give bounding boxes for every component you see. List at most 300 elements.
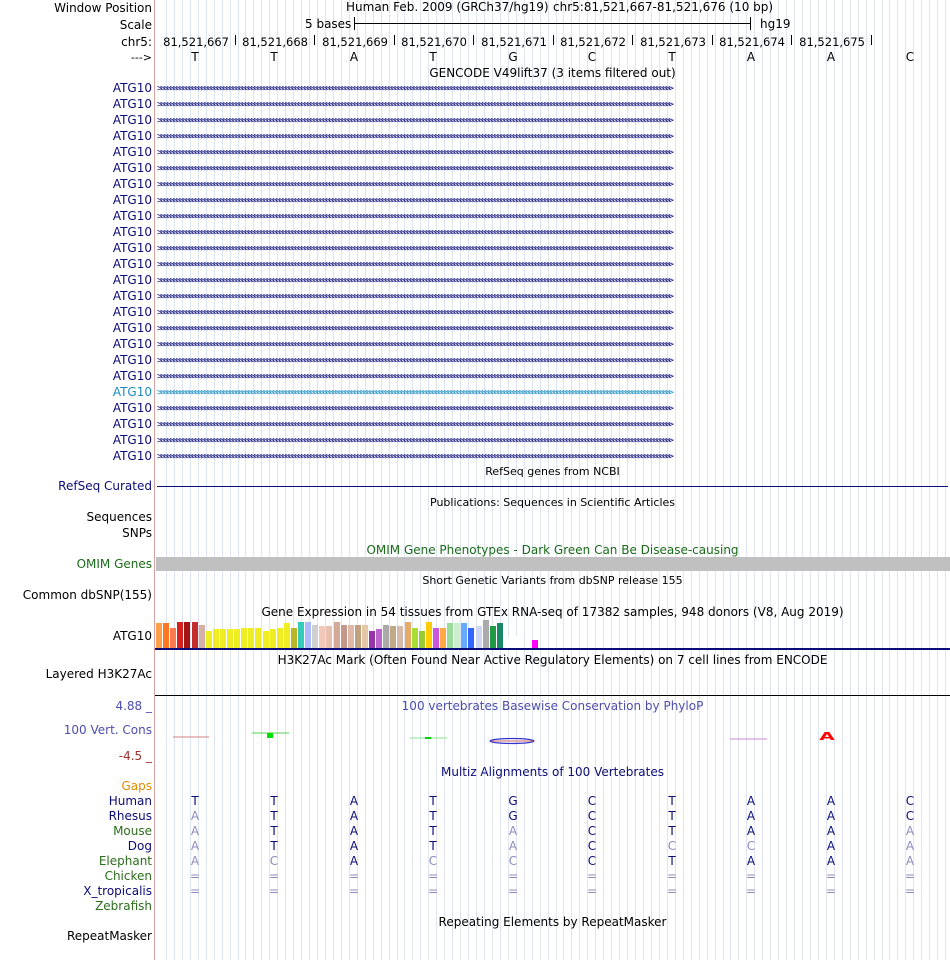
gencode-transcript-arrows[interactable]: >>>>>>>>>>>>>>>>>>>>>>>>>>>>>>>>>>>>>>>>>>>>>>>>>>>>>>>>>>>>>>>>>>>>>>>>>>>>>>>>>>>>>>>>>>>>>>>>>>>>>>>>>>>>>>>>>>>>>>>>>>>>>>>>>>>>>>>>>>>>>>>>>>>>>>>>>>>>>>>>>>>>> bbox=[157, 212, 672, 222]
grid-line bbox=[484, 0, 485, 960]
phylop-track-label[interactable]: 100 Vert. Cons bbox=[63, 723, 152, 737]
gtex-tissue-bar[interactable] bbox=[291, 628, 297, 648]
grid-line bbox=[937, 0, 938, 960]
grid-line bbox=[500, 0, 501, 960]
alignment-base: = bbox=[666, 869, 678, 883]
species-label[interactable]: Zebrafish bbox=[95, 899, 152, 913]
grid-line bbox=[611, 0, 612, 960]
alignment-base: A bbox=[190, 839, 200, 853]
alignment-base: A bbox=[826, 809, 836, 823]
gencode-transcript-arrows[interactable]: >>>>>>>>>>>>>>>>>>>>>>>>>>>>>>>>>>>>>>>>>>>>>>>>>>>>>>>>>>>>>>>>>>>>>>>>>>>>>>>>>>>>>>>>>>>>>>>>>>>>>>>>>>>>>>>>>>>>>>>>>>>>>>>>>>>>>>>>>>>>>>>>>>>>>>>>>>>>>>>>>>>>> bbox=[157, 228, 672, 238]
chrom-label: chr5: bbox=[121, 35, 152, 49]
alignment-base: A bbox=[349, 854, 359, 868]
omim-track-label[interactable]: OMIM Genes bbox=[76, 557, 152, 571]
grid-line bbox=[691, 0, 692, 960]
alignment-base: T bbox=[270, 794, 278, 808]
gtex-tissue-bar[interactable] bbox=[383, 625, 389, 648]
gtex-tissue-bar[interactable] bbox=[426, 622, 432, 648]
gencode-transcript-arrows[interactable]: >>>>>>>>>>>>>>>>>>>>>>>>>>>>>>>>>>>>>>>>>>>>>>>>>>>>>>>>>>>>>>>>>>>>>>>>>>>>>>>>>>>>>>>>>>>>>>>>>>>>>>>>>>>>>>>>>>>>>>>>>>>>>>>>>>>>>>>>>>>>>>>>>>>>>>>>>>>>>>>>>>>>> bbox=[157, 196, 672, 206]
gencode-transcript-label[interactable]: ATG10 bbox=[112, 337, 152, 351]
grid-line bbox=[603, 0, 604, 960]
alignment-base: A bbox=[826, 824, 836, 838]
gtex-tissue-bar[interactable] bbox=[490, 626, 496, 648]
gaps-label[interactable]: Gaps bbox=[121, 779, 152, 793]
gencode-transcript-arrows[interactable]: >>>>>>>>>>>>>>>>>>>>>>>>>>>>>>>>>>>>>>>>>>>>>>>>>>>>>>>>>>>>>>>>>>>>>>>>>>>>>>>>>>>>>>>>>>>>>>>>>>>>>>>>>>>>>>>>>>>>>>>>>>>>>>>>>>>>>>>>>>>>>>>>>>>>>>>>>>>>>>>>>>>>> bbox=[157, 84, 672, 94]
gtex-tissue-bar[interactable] bbox=[518, 639, 524, 648]
grid-line bbox=[468, 0, 469, 960]
gencode-transcript-label[interactable]: ATG10 bbox=[112, 161, 152, 175]
snps-track-label[interactable]: SNPs bbox=[122, 526, 152, 540]
gencode-transcript-label[interactable]: ATG10 bbox=[112, 321, 152, 335]
species-label[interactable]: X_tropicalis bbox=[83, 884, 152, 898]
gencode-transcript-arrows[interactable]: >>>>>>>>>>>>>>>>>>>>>>>>>>>>>>>>>>>>>>>>>>>>>>>>>>>>>>>>>>>>>>>>>>>>>>>>>>>>>>>>>>>>>>>>>>>>>>>>>>>>>>>>>>>>>>>>>>>>>>>>>>>>>>>>>>>>>>>>>>>>>>>>>>>>>>>>>>>>>>>>>>>>> bbox=[157, 388, 672, 398]
alignment-base: A bbox=[826, 794, 836, 808]
assembly-text: Human Feb. 2009 (GRCh37/hg19) bbox=[346, 0, 549, 14]
alignment-base: A bbox=[349, 809, 359, 823]
alignment-base: C bbox=[587, 809, 597, 823]
scale-label: Scale bbox=[119, 18, 152, 32]
grid-line bbox=[818, 0, 819, 960]
species-label[interactable]: Chicken bbox=[104, 869, 152, 883]
grid-line bbox=[874, 0, 875, 960]
grid-line bbox=[770, 0, 771, 960]
gencode-transcript-arrows[interactable]: >>>>>>>>>>>>>>>>>>>>>>>>>>>>>>>>>>>>>>>>>>>>>>>>>>>>>>>>>>>>>>>>>>>>>>>>>>>>>>>>>>>>>>>>>>>>>>>>>>>>>>>>>>>>>>>>>>>>>>>>>>>>>>>>>>>>>>>>>>>>>>>>>>>>>>>>>>>>>>>>>>>>> bbox=[157, 420, 672, 430]
window-position-label: Window Position bbox=[54, 1, 152, 15]
alignment-base: = bbox=[189, 884, 201, 898]
gtex-baseline bbox=[155, 648, 950, 650]
alignment-base: A bbox=[905, 839, 915, 853]
gencode-transcript-arrows[interactable]: >>>>>>>>>>>>>>>>>>>>>>>>>>>>>>>>>>>>>>>>>>>>>>>>>>>>>>>>>>>>>>>>>>>>>>>>>>>>>>>>>>>>>>>>>>>>>>>>>>>>>>>>>>>>>>>>>>>>>>>>>>>>>>>>>>>>>>>>>>>>>>>>>>>>>>>>>>>>>>>>>>>>> bbox=[157, 148, 672, 158]
ruler-position: 81,521,675 bbox=[799, 35, 865, 49]
base-letter: A bbox=[746, 50, 756, 64]
gtex-tissue-bar[interactable] bbox=[440, 628, 446, 648]
grid-line bbox=[245, 0, 246, 960]
grid-line bbox=[643, 0, 644, 960]
grid-line bbox=[548, 0, 549, 960]
phylop-max-label: 4.88 _ bbox=[115, 699, 152, 713]
gtex-tissue-bar[interactable] bbox=[199, 625, 205, 648]
gencode-transcript-label[interactable]: ATG10 bbox=[112, 353, 152, 367]
gtex-tissue-bar[interactable] bbox=[312, 625, 318, 648]
alignment-base: A bbox=[190, 854, 200, 868]
gencode-transcript-label[interactable]: ATG10 bbox=[112, 401, 152, 415]
ruler-position: 81,521,669 bbox=[322, 35, 388, 49]
gtex-tissue-bar[interactable] bbox=[348, 625, 354, 648]
grid-line bbox=[365, 0, 366, 960]
alignment-base: T bbox=[429, 794, 437, 808]
base-letter: T bbox=[191, 50, 199, 64]
gtex-track-label[interactable]: ATG10 bbox=[112, 629, 152, 643]
gtex-tissue-bar[interactable] bbox=[468, 628, 474, 648]
gtex-tissue-bar[interactable] bbox=[341, 625, 347, 648]
gtex-tissue-bar[interactable] bbox=[192, 622, 198, 648]
gencode-transcript-label[interactable]: ATG10 bbox=[112, 193, 152, 207]
gencode-transcript-label[interactable]: ATG10 bbox=[112, 241, 152, 255]
ruler-tick bbox=[235, 35, 236, 45]
alignment-base: = bbox=[507, 869, 519, 883]
grid-line bbox=[230, 0, 231, 960]
alignment-base: G bbox=[508, 794, 518, 808]
alignment-base: = bbox=[427, 884, 439, 898]
grid-line bbox=[563, 0, 564, 960]
grid-line bbox=[786, 0, 787, 960]
grid-line bbox=[556, 0, 557, 960]
alignment-base: A bbox=[190, 824, 200, 838]
gtex-tissue-bar[interactable] bbox=[362, 625, 368, 648]
alignment-base: C bbox=[508, 854, 518, 868]
gencode-transcript-label[interactable]: ATG10 bbox=[112, 289, 152, 303]
gencode-transcript-arrows[interactable]: >>>>>>>>>>>>>>>>>>>>>>>>>>>>>>>>>>>>>>>>>>>>>>>>>>>>>>>>>>>>>>>>>>>>>>>>>>>>>>>>>>>>>>>>>>>>>>>>>>>>>>>>>>>>>>>>>>>>>>>>>>>>>>>>>>>>>>>>>>>>>>>>>>>>>>>>>>>>>>>>>>>>> bbox=[157, 340, 672, 350]
alignment-base: T bbox=[429, 809, 437, 823]
grid-line bbox=[929, 0, 930, 960]
grid-line bbox=[889, 0, 890, 960]
omim-track-title: OMIM Gene Phenotypes - Dark Green Can Be Disease-causing bbox=[366, 543, 739, 557]
gencode-transcript-arrows[interactable]: >>>>>>>>>>>>>>>>>>>>>>>>>>>>>>>>>>>>>>>>>>>>>>>>>>>>>>>>>>>>>>>>>>>>>>>>>>>>>>>>>>>>>>>>>>>>>>>>>>>>>>>>>>>>>>>>>>>>>>>>>>>>>>>>>>>>>>>>>>>>>>>>>>>>>>>>>>>>>>>>>>>>> bbox=[157, 116, 672, 126]
grid-line bbox=[524, 0, 525, 960]
gencode-transcript-label[interactable]: ATG10 bbox=[112, 225, 152, 239]
gencode-transcript-label[interactable]: ATG10 bbox=[112, 145, 152, 159]
alignment-base: C bbox=[746, 839, 756, 853]
phylop-mark bbox=[425, 737, 431, 739]
gtex-tissue-bar[interactable] bbox=[206, 631, 212, 648]
alignment-base: A bbox=[905, 854, 915, 868]
gtex-tissue-bar[interactable] bbox=[284, 623, 290, 648]
grid-line bbox=[333, 0, 334, 960]
grid-line bbox=[166, 0, 167, 960]
alignment-base: C bbox=[587, 854, 597, 868]
ruler-position: 81,521,671 bbox=[481, 35, 547, 49]
gencode-transcript-label[interactable]: ATG10 bbox=[112, 449, 152, 463]
gencode-transcript-arrows[interactable]: >>>>>>>>>>>>>>>>>>>>>>>>>>>>>>>>>>>>>>>>>>>>>>>>>>>>>>>>>>>>>>>>>>>>>>>>>>>>>>>>>>>>>>>>>>>>>>>>>>>>>>>>>>>>>>>>>>>>>>>>>>>>>>>>>>>>>>>>>>>>>>>>>>>>>>>>>>>>>>>>>>>>> bbox=[157, 436, 672, 446]
gtex-tissue-bar[interactable] bbox=[511, 636, 517, 648]
alignment-base: T bbox=[429, 839, 437, 853]
alignment-base: = bbox=[904, 869, 916, 883]
species-label[interactable]: Rhesus bbox=[108, 809, 152, 823]
gencode-transcript-label[interactable]: ATG10 bbox=[112, 129, 152, 143]
alignment-base: = bbox=[189, 869, 201, 883]
gtex-tissue-bar[interactable] bbox=[270, 629, 276, 648]
alignment-base: = bbox=[904, 884, 916, 898]
gtex-tissue-bar[interactable] bbox=[433, 628, 439, 648]
gtex-tissue-bar[interactable] bbox=[390, 626, 396, 648]
alignment-base: A bbox=[746, 854, 756, 868]
gencode-transcript-arrows[interactable]: >>>>>>>>>>>>>>>>>>>>>>>>>>>>>>>>>>>>>>>>>>>>>>>>>>>>>>>>>>>>>>>>>>>>>>>>>>>>>>>>>>>>>>>>>>>>>>>>>>>>>>>>>>>>>>>>>>>>>>>>>>>>>>>>>>>>>>>>>>>>>>>>>>>>>>>>>>>>>>>>>>>>> bbox=[157, 260, 672, 270]
gencode-transcript-arrows[interactable]: >>>>>>>>>>>>>>>>>>>>>>>>>>>>>>>>>>>>>>>>>>>>>>>>>>>>>>>>>>>>>>>>>>>>>>>>>>>>>>>>>>>>>>>>>>>>>>>>>>>>>>>>>>>>>>>>>>>>>>>>>>>>>>>>>>>>>>>>>>>>>>>>>>>>>>>>>>>>>>>>>>>>> bbox=[157, 180, 672, 190]
grid-line bbox=[476, 0, 477, 960]
repeatmasker-track-label[interactable]: RepeatMasker bbox=[66, 929, 152, 943]
alignment-base: A bbox=[508, 824, 518, 838]
grid-line bbox=[532, 0, 533, 960]
h3k27ac-track-label[interactable]: Layered H3K27Ac bbox=[45, 667, 152, 681]
alignment-base: A bbox=[826, 839, 836, 853]
gtex-tissue-bar[interactable] bbox=[376, 629, 382, 648]
gencode-transcript-label[interactable]: ATG10 bbox=[112, 177, 152, 191]
gtex-tissue-bar[interactable] bbox=[263, 631, 269, 648]
alignment-base: = bbox=[586, 884, 598, 898]
gtex-tissue-bar[interactable] bbox=[504, 637, 510, 648]
grid-line bbox=[683, 0, 684, 960]
alignment-base: C bbox=[269, 854, 279, 868]
grid-line bbox=[373, 0, 374, 960]
gtex-tissue-bar[interactable] bbox=[255, 628, 261, 648]
grid-line bbox=[897, 0, 898, 960]
ruler-tick bbox=[791, 35, 792, 45]
gtex-tissue-bar[interactable] bbox=[319, 626, 325, 648]
grid-line bbox=[866, 0, 867, 960]
grid-line bbox=[412, 0, 413, 960]
alignment-base: T bbox=[270, 839, 278, 853]
gencode-transcript-arrows[interactable]: >>>>>>>>>>>>>>>>>>>>>>>>>>>>>>>>>>>>>>>>>>>>>>>>>>>>>>>>>>>>>>>>>>>>>>>>>>>>>>>>>>>>>>>>>>>>>>>>>>>>>>>>>>>>>>>>>>>>>>>>>>>>>>>>>>>>>>>>>>>>>>>>>>>>>>>>>>>>>>>>>>>>> bbox=[157, 292, 672, 302]
alignment-base: T bbox=[668, 794, 676, 808]
gencode-transcript-arrows[interactable]: >>>>>>>>>>>>>>>>>>>>>>>>>>>>>>>>>>>>>>>>>>>>>>>>>>>>>>>>>>>>>>>>>>>>>>>>>>>>>>>>>>>>>>>>>>>>>>>>>>>>>>>>>>>>>>>>>>>>>>>>>>>>>>>>>>>>>>>>>>>>>>>>>>>>>>>>>>>>>>>>>>>>> bbox=[157, 164, 672, 174]
gtex-expression-bars[interactable] bbox=[156, 620, 950, 648]
grid-line bbox=[921, 0, 922, 960]
gencode-transcript-label[interactable]: ATG10 bbox=[112, 417, 152, 431]
alignment-base: = bbox=[586, 869, 598, 883]
ruler-tick bbox=[314, 35, 315, 45]
grid-line bbox=[238, 0, 239, 960]
alignment-base: = bbox=[825, 869, 837, 883]
alignment-base: A bbox=[826, 854, 836, 868]
gtex-tissue-bar[interactable] bbox=[454, 623, 460, 648]
refseq-track-label[interactable]: RefSeq Curated bbox=[58, 479, 152, 493]
omim-gene-bar[interactable] bbox=[156, 557, 950, 571]
ruler-position: 81,521,668 bbox=[242, 35, 308, 49]
gtex-tissue-bar[interactable] bbox=[248, 628, 254, 648]
gtex-tissue-bar[interactable] bbox=[241, 628, 247, 648]
species-label[interactable]: Dog bbox=[127, 839, 152, 853]
ruler-tick bbox=[394, 35, 395, 45]
db-text: hg19 bbox=[760, 17, 791, 31]
grid-line bbox=[571, 0, 572, 960]
species-label[interactable]: Elephant bbox=[98, 854, 152, 868]
strand-label: ---> bbox=[130, 51, 152, 64]
grid-line bbox=[707, 0, 708, 960]
publications-track-title: Publications: Sequences in Scientific Articles bbox=[430, 496, 675, 509]
grid-line bbox=[659, 0, 660, 960]
gencode-transcript-arrows[interactable]: >>>>>>>>>>>>>>>>>>>>>>>>>>>>>>>>>>>>>>>>>>>>>>>>>>>>>>>>>>>>>>>>>>>>>>>>>>>>>>>>>>>>>>>>>>>>>>>>>>>>>>>>>>>>>>>>>>>>>>>>>>>>>>>>>>>>>>>>>>>>>>>>>>>>>>>>>>>>>>>>>>>>> bbox=[157, 404, 672, 414]
grid-line bbox=[444, 0, 445, 960]
ruler-position: 81,521,667 bbox=[163, 35, 229, 49]
phylop-mark bbox=[267, 733, 273, 738]
gtex-tissue-bar[interactable] bbox=[334, 622, 340, 648]
gencode-transcript-label[interactable]: ATG10 bbox=[112, 113, 152, 127]
grid-line bbox=[341, 0, 342, 960]
grid-line bbox=[850, 0, 851, 960]
gtex-tissue-bar[interactable] bbox=[277, 628, 283, 648]
gencode-transcript-arrows[interactable]: >>>>>>>>>>>>>>>>>>>>>>>>>>>>>>>>>>>>>>>>>>>>>>>>>>>>>>>>>>>>>>>>>>>>>>>>>>>>>>>>>>>>>>>>>>>>>>>>>>>>>>>>>>>>>>>>>>>>>>>>>>>>>>>>>>>>>>>>>>>>>>>>>>>>>>>>>>>>>>>>>>>>> bbox=[157, 324, 672, 334]
gtex-tissue-bar[interactable] bbox=[220, 629, 226, 648]
species-label[interactable]: Mouse bbox=[113, 824, 152, 838]
grid-line bbox=[738, 0, 739, 960]
gtex-tissue-bar[interactable] bbox=[163, 623, 169, 648]
gtex-tissue-bar[interactable] bbox=[525, 637, 531, 648]
grid-line bbox=[301, 0, 302, 960]
gtex-tissue-bar[interactable] bbox=[369, 631, 375, 648]
grid-line bbox=[762, 0, 763, 960]
alignment-base: C bbox=[428, 854, 438, 868]
phylop-min-label: -4.5 _ bbox=[118, 749, 152, 763]
grid-line bbox=[206, 0, 207, 960]
gtex-tissue-bar[interactable] bbox=[184, 622, 190, 648]
gtex-track-title: Gene Expression in 54 tissues from GTEx RNA-seq of 17382 samples, 948 donors (V8, Aug 2019) bbox=[261, 605, 844, 619]
gencode-transcript-label[interactable]: ATG10 bbox=[112, 433, 152, 447]
refseq-gene-line[interactable] bbox=[157, 486, 948, 487]
gencode-transcript-label[interactable]: ATG10 bbox=[112, 209, 152, 223]
grid-line bbox=[261, 0, 262, 960]
h3k27ac-track-title: H3K27Ac Mark (Often Found Near Active Regulatory Elements) on 7 cell lines from ENCODE bbox=[277, 653, 828, 667]
alignment-base: C bbox=[587, 794, 597, 808]
scale-bar bbox=[354, 17, 751, 31]
grid-line bbox=[945, 0, 946, 960]
ruler-tick bbox=[473, 35, 474, 45]
gencode-transcript-label[interactable]: ATG10 bbox=[112, 385, 152, 399]
gencode-transcript-arrows[interactable]: >>>>>>>>>>>>>>>>>>>>>>>>>>>>>>>>>>>>>>>>>>>>>>>>>>>>>>>>>>>>>>>>>>>>>>>>>>>>>>>>>>>>>>>>>>>>>>>>>>>>>>>>>>>>>>>>>>>>>>>>>>>>>>>>>>>>>>>>>>>>>>>>>>>>>>>>>>>>>>>>>>>>> bbox=[157, 244, 672, 254]
alignment-base: T bbox=[429, 824, 437, 838]
grid-line bbox=[460, 0, 461, 960]
alignment-base: A bbox=[349, 839, 359, 853]
grid-line bbox=[389, 0, 390, 960]
gtex-tissue-bar[interactable] bbox=[227, 629, 233, 648]
grid-line bbox=[285, 0, 286, 960]
alignment-base: A bbox=[905, 824, 915, 838]
gtex-tissue-bar[interactable] bbox=[234, 629, 240, 648]
gtex-tissue-bar[interactable] bbox=[298, 622, 304, 648]
gtex-tissue-bar[interactable] bbox=[305, 622, 311, 648]
alignment-base: C bbox=[905, 794, 915, 808]
grid-line bbox=[214, 0, 215, 960]
alignment-base: A bbox=[508, 839, 518, 853]
grid-line bbox=[723, 0, 724, 960]
alignment-base: A bbox=[349, 794, 359, 808]
species-label[interactable]: Human bbox=[108, 794, 152, 808]
gencode-transcript-arrows[interactable]: >>>>>>>>>>>>>>>>>>>>>>>>>>>>>>>>>>>>>>>>>>>>>>>>>>>>>>>>>>>>>>>>>>>>>>>>>>>>>>>>>>>>>>>>>>>>>>>>>>>>>>>>>>>>>>>>>>>>>>>>>>>>>>>>>>>>>>>>>>>>>>>>>>>>>>>>>>>>>>>>>>>>> bbox=[157, 276, 672, 286]
alignment-base: C bbox=[587, 824, 597, 838]
gencode-transcript-label[interactable]: ATG10 bbox=[112, 273, 152, 287]
grid-line bbox=[699, 0, 700, 960]
base-letter: A bbox=[349, 50, 359, 64]
alignment-base: T bbox=[668, 809, 676, 823]
grid-line bbox=[253, 0, 254, 960]
alignment-base: A bbox=[190, 809, 200, 823]
dbsnp-track-label[interactable]: Common dbSNP(155) bbox=[22, 588, 152, 602]
grid-line bbox=[619, 0, 620, 960]
repeatmasker-track-title: Repeating Elements by RepeatMasker bbox=[438, 915, 667, 929]
ruler-tick bbox=[712, 35, 713, 45]
alignment-base: A bbox=[746, 809, 756, 823]
gencode-transcript-arrows[interactable]: >>>>>>>>>>>>>>>>>>>>>>>>>>>>>>>>>>>>>>>>>>>>>>>>>>>>>>>>>>>>>>>>>>>>>>>>>>>>>>>>>>>>>>>>>>>>>>>>>>>>>>>>>>>>>>>>>>>>>>>>>>>>>>>>>>>>>>>>>>>>>>>>>>>>>>>>>>>>>>>>>>>>> bbox=[157, 132, 672, 142]
gtex-tissue-bar[interactable] bbox=[497, 623, 503, 648]
gtex-tissue-bar[interactable] bbox=[483, 620, 489, 648]
gtex-tissue-bar[interactable] bbox=[412, 628, 418, 648]
alignment-base: = bbox=[745, 884, 757, 898]
alignment-base: G bbox=[508, 809, 518, 823]
gtex-tissue-bar[interactable] bbox=[170, 628, 176, 648]
grid-line bbox=[420, 0, 421, 960]
gencode-transcript-label[interactable]: ATG10 bbox=[112, 81, 152, 95]
alignment-base: = bbox=[348, 884, 360, 898]
phylop-logo-letter: A bbox=[819, 729, 835, 743]
multiz-track-title: Multiz Alignments of 100 Vertebrates bbox=[440, 765, 665, 779]
gtex-tissue-bar[interactable] bbox=[447, 623, 453, 648]
alignment-base: = bbox=[268, 869, 280, 883]
grid-line bbox=[404, 0, 405, 960]
gencode-transcript-arrows[interactable]: >>>>>>>>>>>>>>>>>>>>>>>>>>>>>>>>>>>>>>>>>>>>>>>>>>>>>>>>>>>>>>>>>>>>>>>>>>>>>>>>>>>>>>>>>>>>>>>>>>>>>>>>>>>>>>>>>>>>>>>>>>>>>>>>>>>>>>>>>>>>>>>>>>>>>>>>>>>>>>>>>>>>> bbox=[157, 372, 672, 382]
ruler-tick bbox=[632, 35, 633, 45]
gtex-tissue-bar[interactable] bbox=[326, 626, 332, 648]
grid-line bbox=[309, 0, 310, 960]
gencode-transcript-label[interactable]: ATG10 bbox=[112, 305, 152, 319]
gtex-tissue-bar[interactable] bbox=[461, 623, 467, 648]
grid-line bbox=[325, 0, 326, 960]
gencode-transcript-label[interactable]: ATG10 bbox=[112, 369, 152, 383]
alignment-base: T bbox=[668, 824, 676, 838]
grid-line bbox=[794, 0, 795, 960]
gencode-transcript-arrows[interactable]: >>>>>>>>>>>>>>>>>>>>>>>>>>>>>>>>>>>>>>>>>>>>>>>>>>>>>>>>>>>>>>>>>>>>>>>>>>>>>>>>>>>>>>>>>>>>>>>>>>>>>>>>>>>>>>>>>>>>>>>>>>>>>>>>>>>>>>>>>>>>>>>>>>>>>>>>>>>>>>>>>>>>> bbox=[157, 308, 672, 318]
alignment-base: = bbox=[348, 869, 360, 883]
gtex-tissue-bar[interactable] bbox=[419, 631, 425, 648]
gencode-transcript-arrows[interactable]: >>>>>>>>>>>>>>>>>>>>>>>>>>>>>>>>>>>>>>>>>>>>>>>>>>>>>>>>>>>>>>>>>>>>>>>>>>>>>>>>>>>>>>>>>>>>>>>>>>>>>>>>>>>>>>>>>>>>>>>>>>>>>>>>>>>>>>>>>>>>>>>>>>>>>>>>>>>>>>>>>>>>> bbox=[157, 452, 672, 462]
alignment-base: T bbox=[270, 824, 278, 838]
phylop-track-title: 100 vertebrates Basewise Conservation by PhyloP bbox=[401, 699, 704, 713]
base-letter: C bbox=[905, 50, 915, 64]
gtex-tissue-bar[interactable] bbox=[213, 629, 219, 648]
grid-line bbox=[635, 0, 636, 960]
alignment-base: T bbox=[270, 809, 278, 823]
alignment-base: C bbox=[667, 839, 677, 853]
gencode-transcript-label[interactable]: ATG10 bbox=[112, 97, 152, 111]
alignment-base: C bbox=[587, 839, 597, 853]
grid-line bbox=[730, 0, 731, 960]
base-letter: T bbox=[429, 50, 437, 64]
gtex-tissue-bar[interactable] bbox=[156, 623, 162, 648]
gtex-tissue-bar[interactable] bbox=[177, 622, 183, 648]
grid-line bbox=[627, 0, 628, 960]
alignment-base: = bbox=[507, 884, 519, 898]
grid-line bbox=[842, 0, 843, 960]
grid-line bbox=[452, 0, 453, 960]
grid-line bbox=[381, 0, 382, 960]
alignment-base: = bbox=[666, 884, 678, 898]
gtex-tissue-bar[interactable] bbox=[355, 625, 361, 648]
ruler-position: 81,521,672 bbox=[560, 35, 626, 49]
scale-text: 5 bases bbox=[305, 17, 352, 31]
ruler-tick bbox=[553, 35, 554, 45]
gtex-tissue-bar[interactable] bbox=[397, 626, 403, 648]
label-separator bbox=[154, 0, 155, 960]
ruler-tick bbox=[871, 35, 872, 45]
gencode-transcript-arrows[interactable]: >>>>>>>>>>>>>>>>>>>>>>>>>>>>>>>>>>>>>>>>>>>>>>>>>>>>>>>>>>>>>>>>>>>>>>>>>>>>>>>>>>>>>>>>>>>>>>>>>>>>>>>>>>>>>>>>>>>>>>>>>>>>>>>>>>>>>>>>>>>>>>>>>>>>>>>>>>>>>>>>>>>>> bbox=[157, 100, 672, 110]
gtex-tissue-bar[interactable] bbox=[405, 622, 411, 648]
gtex-tissue-bar[interactable] bbox=[532, 640, 538, 648]
grid-line bbox=[778, 0, 779, 960]
sequences-track-label[interactable]: Sequences bbox=[86, 510, 152, 524]
gtex-tissue-bar[interactable] bbox=[476, 626, 482, 648]
phylop-plot[interactable] bbox=[155, 725, 950, 745]
gencode-transcript-label[interactable]: ATG10 bbox=[112, 257, 152, 271]
grid-line bbox=[802, 0, 803, 960]
grid-line bbox=[397, 0, 398, 960]
gencode-transcript-arrows[interactable]: >>>>>>>>>>>>>>>>>>>>>>>>>>>>>>>>>>>>>>>>>>>>>>>>>>>>>>>>>>>>>>>>>>>>>>>>>>>>>>>>>>>>>>>>>>>>>>>>>>>>>>>>>>>>>>>>>>>>>>>>>>>>>>>>>>>>>>>>>>>>>>>>>>>>>>>>>>>>>>>>>>>>> bbox=[157, 356, 672, 366]
grid-line bbox=[492, 0, 493, 960]
alignment-base: A bbox=[746, 824, 756, 838]
alignment-base: = bbox=[825, 884, 837, 898]
grid-line bbox=[174, 0, 175, 960]
grid-line bbox=[810, 0, 811, 960]
grid-line bbox=[182, 0, 183, 960]
alignment-base: T bbox=[191, 794, 199, 808]
ruler-position: 81,521,674 bbox=[719, 35, 785, 49]
